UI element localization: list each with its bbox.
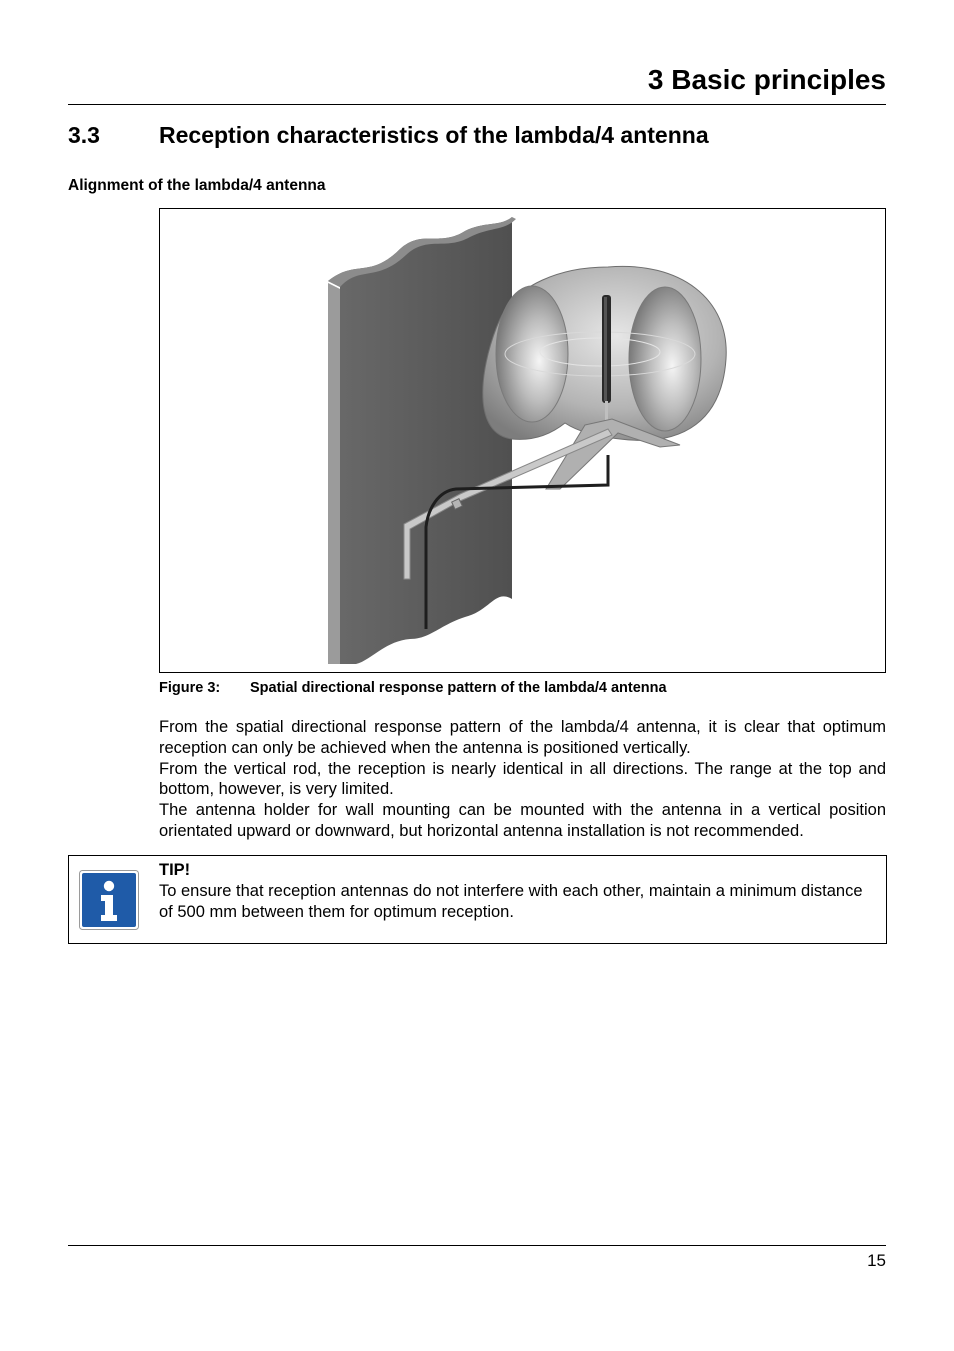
antenna-figure xyxy=(160,209,885,672)
header-rule xyxy=(68,104,886,105)
footer-rule xyxy=(68,1245,886,1246)
tip-box xyxy=(68,855,887,944)
section-title: Reception characteristics of the lambda/4 antenna xyxy=(159,122,709,148)
info-icon xyxy=(79,870,139,930)
paragraph: From the vertical rod, the reception is nearly identical in all directions. The range at the top and bottom, however, is very limited. xyxy=(159,759,886,799)
figure-label: Figure 3: xyxy=(159,680,221,696)
tip-text: To ensure that reception antennas do not interfere with each other, maintain a minimum distance of 500 mm between them for optimum reception. xyxy=(159,882,863,921)
subheading: Alignment of the lambda/4 antenna xyxy=(68,177,326,194)
figure-caption xyxy=(159,680,667,696)
figure-caption-text: Spatial directional response pattern of the lambda/4 antenna xyxy=(250,680,667,696)
paragraph: The antenna holder for wall mounting can be mounted with the antenna in a vertical position orientated upward or downward, but horizontal antenna installation is not recommended. xyxy=(159,801,886,840)
figure-frame xyxy=(159,208,886,673)
section-heading xyxy=(68,122,709,149)
page-number: 15 xyxy=(867,1251,886,1270)
body-text xyxy=(159,717,886,842)
wall xyxy=(328,217,516,664)
chapter-title: 3 Basic principles xyxy=(647,64,886,95)
section-number: 3.3 xyxy=(68,122,100,148)
paragraph: From the spatial directional response pattern of the lambda/4 antenna, it is clear that optimum reception can only be achieved when the antenna is positioned vertically. xyxy=(159,718,886,757)
tip-title: TIP! xyxy=(159,861,191,879)
